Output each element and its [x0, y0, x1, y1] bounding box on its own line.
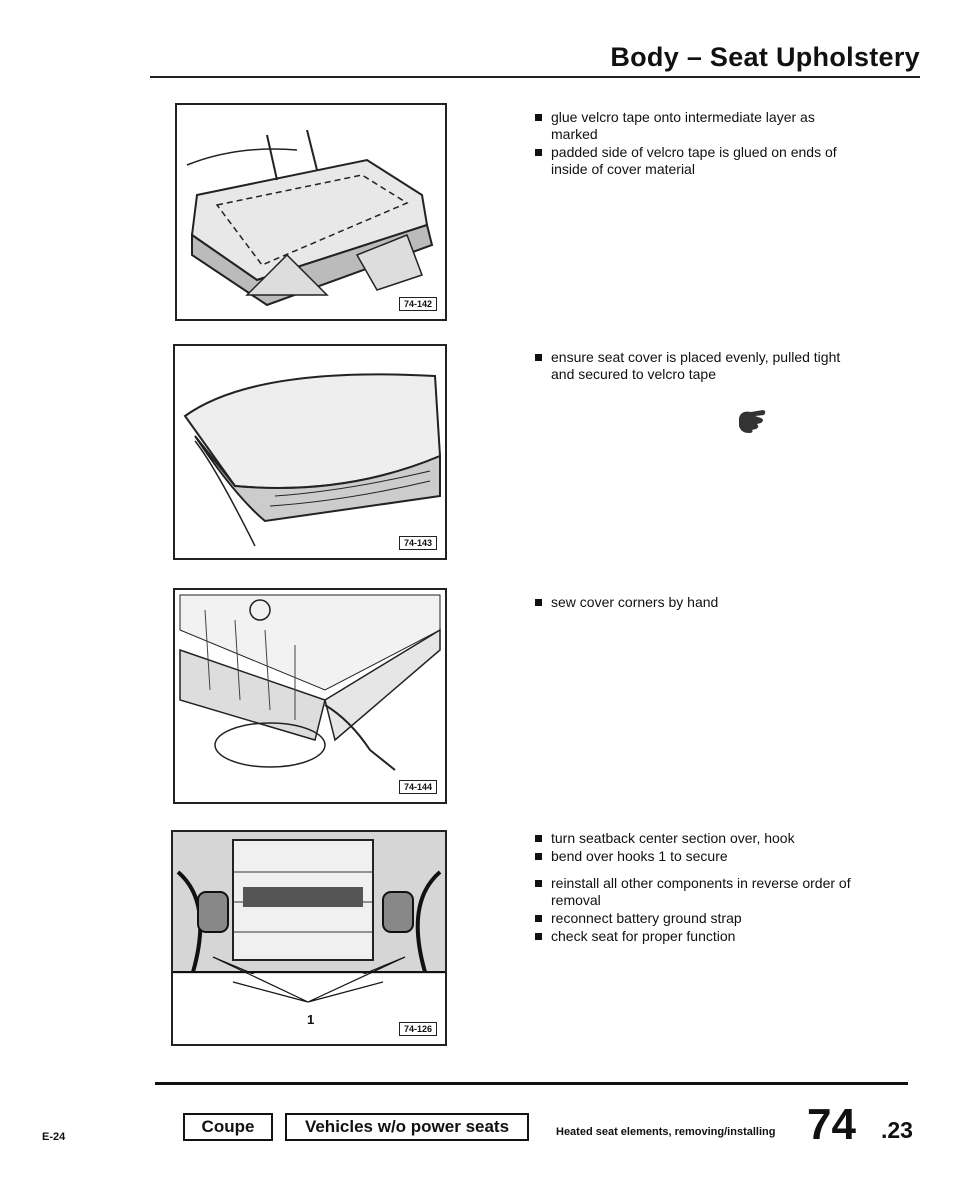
- figure-74-142: [175, 103, 447, 321]
- list-item: ensure seat cover is placed evenly, pulled tight and secured to velcro tape: [535, 349, 865, 383]
- steps-reinstall: [535, 830, 865, 946]
- footer-topic: Heated seat elements, removing/installing: [556, 1126, 776, 1138]
- callout-hook-1: 1: [307, 1012, 315, 1027]
- list-item: padded side of velcro tape is glued on ends of inside of cover material: [535, 144, 865, 178]
- list-item: check seat for proper function: [535, 928, 865, 945]
- page-title: Body – Seat Upholstery: [610, 42, 920, 72]
- list-item: glue velcro tape onto intermediate layer as marked: [535, 109, 865, 143]
- steps-velcro: [535, 109, 865, 179]
- footer-page-ref: E-24: [42, 1131, 66, 1143]
- sew-corners-illustration: [175, 590, 445, 802]
- list-item: reinstall all other components in reverse order of removal: [535, 875, 865, 909]
- tag-vehicles-wo-power-seats: Vehicles w/o power seats: [285, 1113, 529, 1141]
- repair-group-number: 74: [807, 1100, 856, 1149]
- figure-74-126: [171, 830, 447, 1046]
- list-item: reconnect battery ground strap: [535, 910, 865, 927]
- figure-label: 74-126: [399, 1022, 437, 1036]
- figure-label: 74-143: [399, 536, 437, 550]
- footer-rule: [155, 1082, 908, 1085]
- steps-cover-fit: [535, 349, 865, 384]
- figure-74-144: [173, 588, 447, 804]
- tag-coupe: Coupe: [183, 1113, 273, 1141]
- steps-sew: [535, 594, 865, 612]
- page-number: .23: [881, 1117, 913, 1143]
- list-item: bend over hooks 1 to secure: [535, 848, 865, 865]
- figure-74-143: [173, 344, 447, 560]
- list-item: turn seatback center section over, hook: [535, 830, 865, 847]
- list-item: sew cover corners by hand: [535, 594, 865, 611]
- seat-cushion-velcro-illustration: [177, 105, 445, 319]
- pointing-hand-icon: [735, 406, 769, 436]
- figure-label: 74-144: [399, 780, 437, 794]
- figure-label: 74-142: [399, 297, 437, 311]
- header-rule: [150, 76, 920, 78]
- seat-cover-pulled-illustration: [175, 346, 445, 558]
